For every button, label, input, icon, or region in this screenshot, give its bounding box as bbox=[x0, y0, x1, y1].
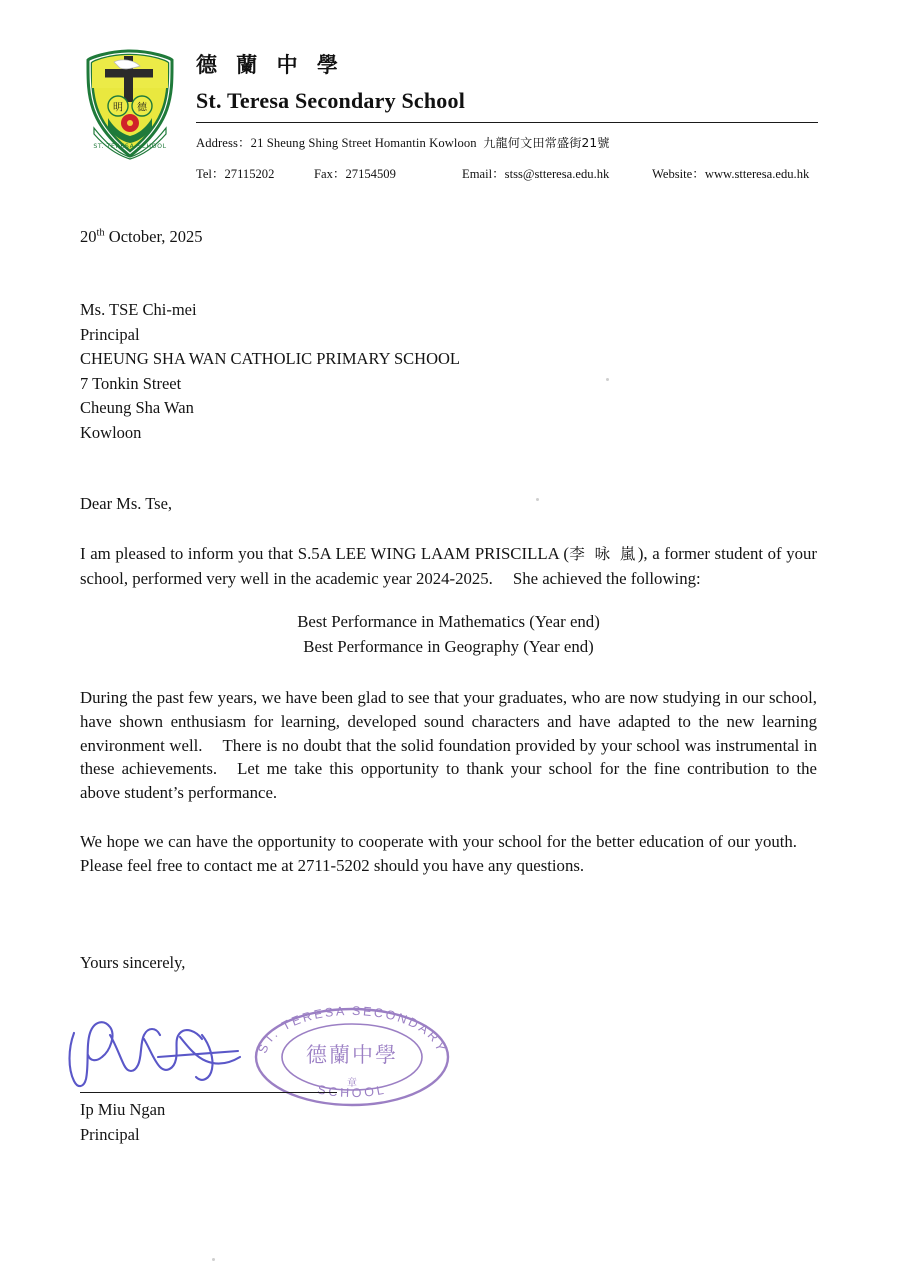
signature-rule bbox=[80, 1092, 337, 1093]
paragraph-1-part-a: I am pleased to inform you that S.5A LEE WING LAAM PRISCILLA ( bbox=[80, 544, 569, 563]
student-name-cn: 李 咏 嵐 bbox=[568, 545, 638, 563]
recipient-line: Kowloon bbox=[80, 422, 142, 442]
website-value: Website：www.stteresa.edu.hk bbox=[652, 167, 810, 182]
signer-title: Principal bbox=[80, 1124, 140, 1144]
svg-text:章: 章 bbox=[347, 1078, 357, 1089]
scan-speck bbox=[606, 378, 609, 381]
letterhead-divider bbox=[196, 122, 818, 123]
recipient-line: Principal bbox=[80, 324, 140, 344]
paragraph-1-part-c: She achieved the following: bbox=[512, 568, 701, 588]
paragraph-1 bbox=[80, 542, 817, 591]
paragraph-3-part-b: Please feel free to contact me at 2711-5202 should you have any questions. bbox=[80, 855, 585, 875]
date-day: 20 bbox=[80, 227, 97, 246]
date-suffix: th bbox=[96, 227, 105, 239]
scan-speck bbox=[212, 1258, 215, 1261]
address-en: 21 Sheung Shing Street Homantin Kowloon bbox=[250, 136, 477, 151]
school-name-cn: 德 蘭 中 學 bbox=[196, 53, 344, 77]
paragraph-2-part-a: During the past few years, we have been glad to see that your graduates, who are now studying in our school, have shown enthusiasm for learning, developed sound characters and have adapted to the new learning environment well. bbox=[80, 688, 817, 755]
closing-line: Yours sincerely, bbox=[80, 953, 186, 972]
paragraph-1-part-b: ), a former student of your school, performed very well in the academic year 2024-2025. bbox=[80, 544, 817, 588]
recipient-line: CHEUNG SHA WAN CATHOLIC PRIMARY SCHOOL bbox=[80, 349, 460, 369]
recipient-line: Ms. TSE Chi-mei bbox=[80, 300, 197, 319]
award-item: Best Performance in Mathematics (Year end) bbox=[297, 612, 600, 631]
awards-list bbox=[80, 610, 817, 659]
address-label: Address： bbox=[196, 136, 251, 151]
date-rest: October, 2025 bbox=[104, 227, 203, 246]
svg-text:德蘭中學: 德蘭中學 bbox=[306, 1043, 398, 1067]
svg-text:ST. TERESA SCHOOL: ST. TERESA SCHOOL bbox=[93, 143, 167, 150]
svg-text:SCHOOL: SCHOOL bbox=[316, 1082, 388, 1101]
signer-name: Ip Miu Ngan bbox=[80, 1100, 166, 1119]
paragraph-2 bbox=[80, 686, 817, 805]
svg-text:明: 明 bbox=[113, 102, 123, 114]
letterhead-text bbox=[182, 46, 818, 182]
recipient-line: 7 Tonkin Street bbox=[80, 373, 182, 393]
paragraph-3-part-a: We hope we can have the opportunity to cooperate with your school for the better education of our youth. bbox=[80, 832, 797, 851]
svg-text:德: 德 bbox=[137, 102, 147, 114]
school-chop-stamp bbox=[252, 1004, 452, 1110]
recipient-block bbox=[80, 298, 460, 446]
tel-value: Tel：27115202 bbox=[196, 167, 275, 182]
letterhead bbox=[78, 46, 818, 182]
recipient-line: Cheung Sha Wan bbox=[80, 398, 194, 418]
paragraph-2-part-c: Let me take this opportunity to thank your school for the fine contribution to the above student’s performance. bbox=[80, 759, 817, 803]
email-value: Email：stss@stteresa.edu.hk bbox=[462, 167, 610, 182]
school-name-en: St. Teresa Secondary School bbox=[196, 88, 466, 114]
salutation: Dear Ms. Tse, bbox=[80, 494, 173, 513]
scan-speck bbox=[536, 498, 539, 501]
svg-text:ST. TERESA SECONDARY: ST. TERESA SECONDARY bbox=[255, 1004, 449, 1056]
fax-value: Fax：27154509 bbox=[314, 167, 396, 182]
paragraph-3 bbox=[80, 830, 817, 878]
signer-block bbox=[80, 1098, 165, 1147]
paragraph-2-part-b: There is no doubt that the solid foundation provided by your school was instrumental in these achievements. bbox=[80, 735, 817, 779]
address-line bbox=[196, 132, 818, 151]
award-item: Best Performance in Geography (Year end) bbox=[303, 636, 594, 656]
contact-line bbox=[196, 163, 818, 182]
school-crest-icon bbox=[78, 48, 182, 160]
letter-date bbox=[80, 227, 203, 247]
address-cn: 九龍何文田常盛街21號 bbox=[483, 136, 610, 151]
